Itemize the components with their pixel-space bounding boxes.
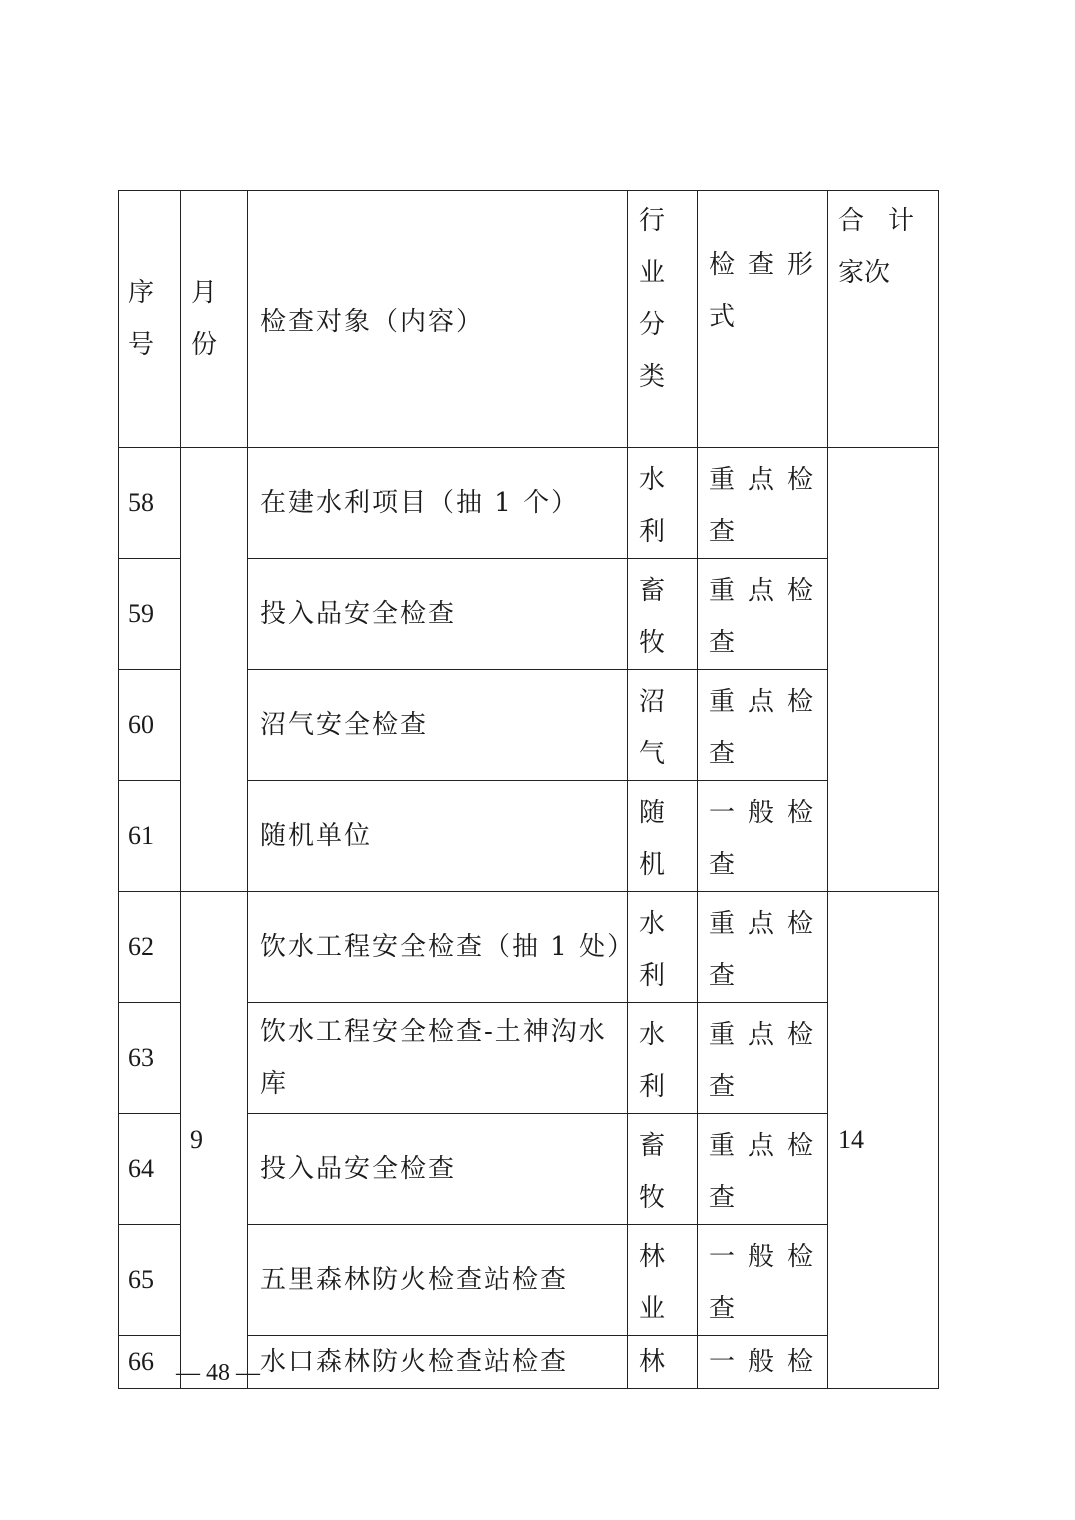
category-line: 水 — [639, 1020, 666, 1050]
total-cell — [828, 448, 939, 892]
row-object: 投入品安全检查 — [248, 559, 628, 670]
form-line: 查 — [709, 961, 736, 991]
category-line: 畜 — [639, 1131, 666, 1161]
header-form-line: 式 — [709, 302, 736, 332]
header-category-line: 类 — [639, 362, 666, 392]
table-row — [119, 448, 939, 559]
row-object: 投入品安全检查 — [248, 1114, 628, 1225]
row-number: 63 — [119, 1003, 181, 1114]
row-number: 61 — [119, 781, 181, 892]
header-total-line: 合计 — [838, 206, 939, 236]
category-line: 水 — [639, 465, 666, 495]
form-line: 重点检 — [709, 687, 827, 717]
form-line: 一般检 — [709, 1242, 827, 1272]
form-line: 查 — [709, 1294, 736, 1324]
form-line: 查 — [709, 739, 736, 769]
category-line: 牧 — [639, 1183, 666, 1213]
row-number: 60 — [119, 670, 181, 781]
form-line: 重点检 — [709, 576, 827, 606]
row-form — [698, 892, 828, 1003]
category-line: 利 — [639, 961, 666, 991]
inspection-table-container — [118, 190, 939, 1389]
row-object: 随机单位 — [248, 781, 628, 892]
form-line: 一般检 — [709, 1347, 827, 1377]
row-number: 58 — [119, 448, 181, 559]
form-line: 重点检 — [709, 465, 827, 495]
header-category — [628, 191, 698, 448]
form-line: 查 — [709, 517, 736, 547]
table-row — [119, 892, 939, 1003]
form-line: 查 — [709, 1183, 736, 1213]
category-line: 利 — [639, 1072, 666, 1102]
row-form — [698, 448, 828, 559]
row-number: 59 — [119, 559, 181, 670]
category-line: 气 — [639, 739, 666, 769]
row-object: 沼气安全检查 — [248, 670, 628, 781]
form-line: 一般检 — [709, 798, 827, 828]
month-cell — [181, 448, 248, 892]
row-category — [628, 1336, 698, 1389]
row-form — [698, 1003, 828, 1114]
category-line: 牧 — [639, 628, 666, 658]
row-number: 64 — [119, 1114, 181, 1225]
row-form — [698, 1225, 828, 1336]
category-line: 林 — [639, 1347, 666, 1377]
header-month-line: 份 — [191, 330, 218, 360]
row-category — [628, 1225, 698, 1336]
header-form-line: 检查形 — [709, 250, 827, 280]
category-line: 水 — [639, 909, 666, 939]
row-number: 65 — [119, 1225, 181, 1336]
header-total-line: 家次 — [838, 258, 891, 288]
row-category — [628, 559, 698, 670]
row-object: 饮水工程安全检查-土神沟水库 — [248, 1003, 628, 1114]
category-line: 随 — [639, 798, 666, 828]
row-category — [628, 1114, 698, 1225]
row-category — [628, 781, 698, 892]
row-form — [698, 559, 828, 670]
row-object: 五里森林防火检查站检查 — [248, 1225, 628, 1336]
category-line: 业 — [639, 1294, 666, 1324]
inspection-schedule-table — [118, 190, 939, 1389]
row-category — [628, 892, 698, 1003]
row-number: 66 — [119, 1336, 181, 1389]
header-total — [828, 191, 939, 448]
category-line: 沼 — [639, 687, 666, 717]
header-object: 检查对象（内容） — [248, 191, 628, 448]
form-line: 查 — [709, 628, 736, 658]
total-cell: 14 — [828, 892, 939, 1389]
header-form — [698, 191, 828, 448]
header-seq-line: 号 — [128, 330, 155, 360]
header-seq-line: 序 — [128, 278, 155, 308]
header-category-line: 业 — [639, 258, 666, 288]
row-form — [698, 1114, 828, 1225]
row-category — [628, 670, 698, 781]
form-line: 查 — [709, 1072, 736, 1102]
row-form — [698, 781, 828, 892]
category-line: 畜 — [639, 576, 666, 606]
category-line: 林 — [639, 1242, 666, 1272]
page-number: — 48 — — [176, 1360, 260, 1386]
form-line: 重点检 — [709, 1131, 827, 1161]
row-form — [698, 670, 828, 781]
header-category-line: 行 — [639, 206, 666, 236]
row-category — [628, 448, 698, 559]
form-line: 重点检 — [709, 1020, 827, 1050]
row-form — [698, 1336, 828, 1389]
table-header-row — [119, 191, 939, 448]
header-month-line: 月 — [191, 278, 218, 308]
form-line: 查 — [709, 850, 736, 880]
row-category — [628, 1003, 698, 1114]
form-line: 重点检 — [709, 909, 827, 939]
month-cell: 9 — [181, 892, 248, 1389]
row-object: 在建水利项目（抽 1 个） — [248, 448, 628, 559]
header-seq — [119, 191, 181, 448]
header-month — [181, 191, 248, 448]
row-number: 62 — [119, 892, 181, 1003]
category-line: 利 — [639, 517, 666, 547]
category-line: 机 — [639, 850, 666, 880]
header-category-line: 分 — [639, 310, 666, 340]
row-object: 饮水工程安全检查（抽 1 处） — [248, 892, 628, 1003]
row-object: 水口森林防火检查站检查 — [248, 1336, 628, 1389]
